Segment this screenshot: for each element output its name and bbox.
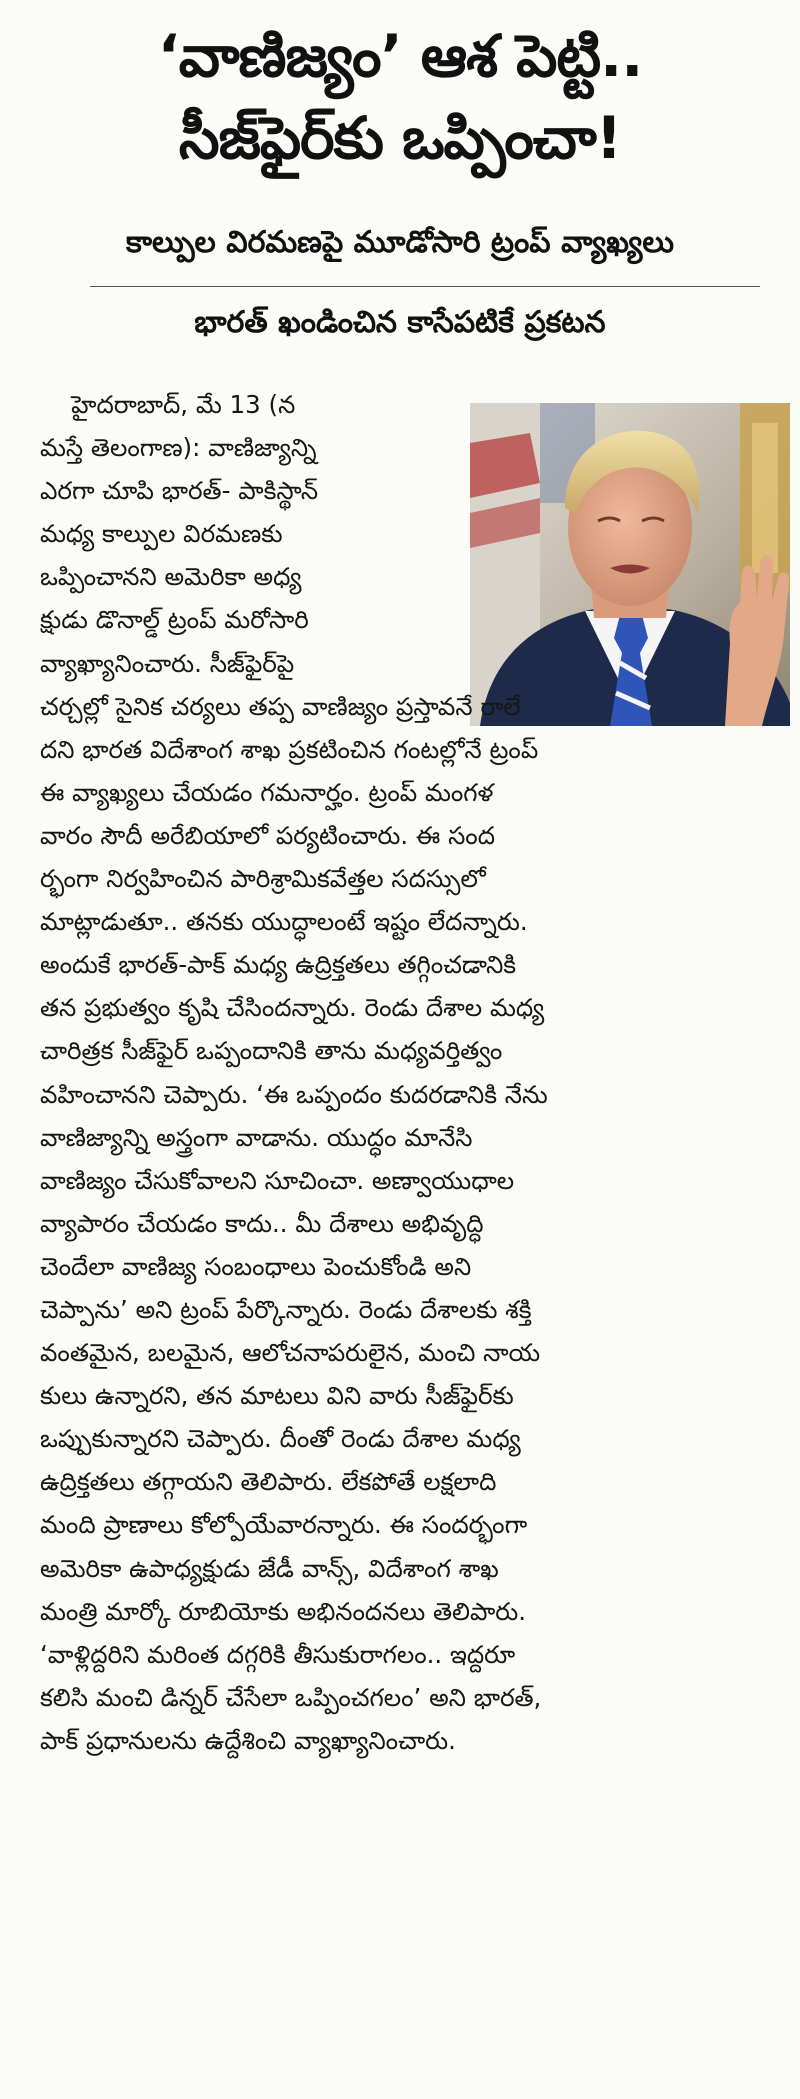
article-line: ఒప్పుకున్నారని చెప్పారు. దీంతో రెండు దేశాల మధ్య xyxy=(40,1424,521,1454)
article-line: ఎరగా చూపి భారత్‌- పాకిస్థాన్ xyxy=(40,476,319,506)
article-line: చారిత్రక సీజ్‌ఫైర్ ఒప్పందానికి తాను మధ్యవర్తిత్వం xyxy=(40,1036,503,1066)
article-line: వ్యాఖ్యానించారు. సీజ్‌ఫైర్‌పై xyxy=(40,648,295,678)
divider-rule xyxy=(90,286,760,287)
article-line: చెప్పాను’ అని ట్రంప్ పేర్కొన్నారు. రెండు దేశాలకు శక్తి xyxy=(40,1294,532,1324)
article-line: మస్తే తెలంగాణ): వాణిజ్యాన్ని xyxy=(40,433,317,463)
article-line: కులు ఉన్నారని, తన మాటలు విని వారు సీజ్‌ఫైర్‌కు xyxy=(40,1381,514,1411)
article-line: పాక్ ప్రధానులను ఉద్దేశించి వ్యాఖ్యానించారు. xyxy=(40,1725,456,1755)
article-line: తన ప్రభుత్వం కృషి చేసిందన్నారు. రెండు దేశాల మధ్య xyxy=(40,993,545,1023)
headline-line-1: ‘వాణిజ్యం’ ఆశ పెట్టి.. xyxy=(157,22,643,90)
article-line: ‘వాళ్లిద్దరిని మరింత దగ్గరికి తీసుకురాగలం.. ఇద్దరూ xyxy=(40,1639,516,1669)
subheadline-second: భారత్ ఖండించిన కాసేపటికే ప్రకటన xyxy=(194,305,606,340)
article-line: హైదరాబాద్, మే 13 (న xyxy=(40,390,296,419)
article-line: మాట్లాడుతూ.. తనకు యుద్ధాలంటే ఇష్టం లేదన్నారు. xyxy=(40,907,528,937)
article-line: ఈ వ్యాఖ్యలు చేయడం గమనార్హం. ట్రంప్ మంగళ xyxy=(40,777,494,807)
article-line: వారం సౌదీ అరేబియాలో పర్యటించారు. ఈ సంద xyxy=(40,820,495,850)
headline-line-2: సీజ్‌ఫైర్‌కు ఒప్పించా! xyxy=(178,104,622,172)
article-line: ఒప్పించానని అమెరికా అధ్య xyxy=(40,562,302,592)
article-line: అమెరికా ఉపాధ్యక్షుడు జేడీ వాన్స్, విదేశాంగ శాఖ xyxy=(40,1553,499,1583)
article-line: వంతమైన, బలమైన, ఆలోచనాపరులైన, మంచి నాయ xyxy=(40,1338,541,1368)
article-line: వాణిజ్యాన్ని అస్త్రంగా వాడాను. యుద్ధం మానేసి xyxy=(40,1122,473,1152)
article-line: కలిసి మంచి డిన్నర్ చేసేలా ఒప్పించగలం’ అని భారత్, xyxy=(40,1682,542,1712)
article-line: అందుకే భారత్‌-పాక్ మధ్య ఉద్రిక్తతలు తగ్గించడానికి xyxy=(40,950,517,980)
article-body xyxy=(40,383,760,1762)
article-line: వాణిజ్యం చేసుకోవాలని సూచించా. అణ్వాయుధాల xyxy=(40,1165,515,1195)
article-line: క్షుడు డొనాల్డ్ ట్రంప్ మరోసారి xyxy=(40,605,309,635)
article-line: మధ్య కాల్పుల విరమణకు xyxy=(40,519,283,549)
article-line: మంత్రి మార్కో రూబియోకు అభినందనలు తెలిపారు. xyxy=(40,1596,527,1626)
article-line: చెందేలా వాణిజ్య సంబంధాలు పెంచుకోండి అని xyxy=(40,1251,472,1281)
article-line: వ్యాపారం చేయడం కాదు.. మీ దేశాలు అభివృద్ధి xyxy=(40,1208,484,1238)
article-line: చర్చల్లో సైనిక చర్యలు తప్ప వాణిజ్యం ప్రస్తావనే రాలే xyxy=(40,691,521,721)
article-line: దని భారత విదేశాంగ శాఖ ప్రకటించిన గంటల్లోనే ట్రంప్ xyxy=(40,734,539,764)
article-line: ర్భంగా నిర్వహించిన పారిశ్రామికవేత్తల సదస్సులో xyxy=(40,864,486,894)
subheadline-first: కాల్పుల విరమణపై మూడోసారి ట్రంప్ వ్యాఖ్యలు xyxy=(126,225,674,260)
article-line: మంది ప్రాణాలు కోల్పోయేవారన్నారు. ఈ సందర్భంగా xyxy=(40,1510,528,1540)
article-line: వహించానని చెప్పారు. ‘ఈ ఒప్పందం కుదరడానికి నేను xyxy=(40,1079,548,1109)
article-line: ఉద్రిక్తతలు తగ్గాయని తెలిపారు. లేకపోతే లక్షలాది xyxy=(40,1467,497,1497)
